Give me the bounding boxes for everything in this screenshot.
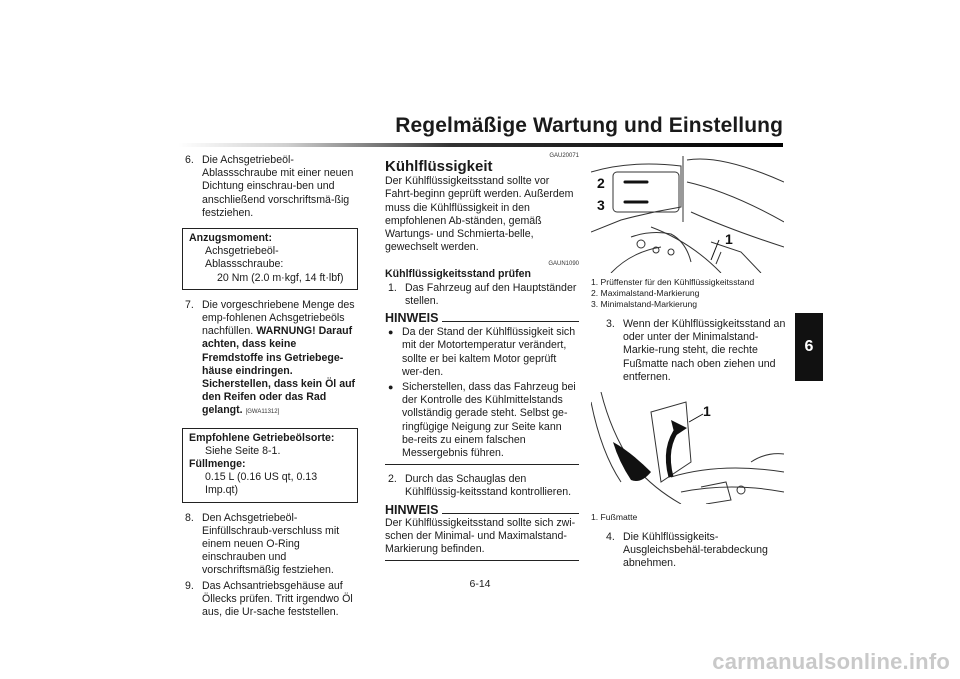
- watermark: carmanualsonline.info: [712, 649, 950, 674]
- section-intro: Der Kühlflüssigkeitsstand sollte vor Fahrt-beginn geprüft werden. Außerdem muss die Kühlflüssigkeit in den empfohlenen Ab-ständen, gemäß Wartungs- und Schmierta-belle, gewechselt werden.: [385, 175, 574, 254]
- hinweis-text: Der Kühlflüssigkeitsstand sollte sich zwi-schen der Minimal- und Maximalstand-Markierung befinden.: [385, 516, 576, 556]
- step-1: [385, 282, 579, 308]
- hinweis-end-rule: [385, 464, 579, 465]
- warning-text: WARNUNG! Darauf achten, dass keine Fremdstoffe ins Getriebege-häuse eindringen. Sicherstellen, dass kein Öl auf den Reifen oder das Rad gelangt.: [202, 325, 356, 417]
- title-rule: [178, 143, 783, 147]
- bullet-icon: ●: [388, 327, 394, 338]
- step-text: Das Fahrzeug auf den Hauptständer stellen.: [405, 281, 577, 307]
- callout-1: 1: [703, 403, 711, 420]
- warning-code: [GWA11312]: [245, 409, 280, 416]
- caption-3: 3. Minimalstand-Markierung: [591, 299, 698, 309]
- hinweis-heading: [385, 312, 579, 325]
- chapter-tab: 6: [795, 313, 823, 381]
- coolant-sight-window-illustration: [591, 152, 784, 273]
- step-number: 9.: [185, 579, 194, 592]
- step-text: Durch das Schauglas den Kühlflüssig-keitsstand kontrollieren.: [405, 473, 572, 499]
- step-text: Wenn der Kühlflüssigkeitsstand an oder unter der Minimalstand-Markie-rung steht, die rechte Fußmatte nach oben ziehen und entfernen.: [623, 318, 786, 383]
- step-number: 2.: [388, 473, 397, 486]
- section-title: Kühlflüssigkeit: [385, 158, 493, 175]
- step-2: [385, 473, 579, 499]
- column-middle: [385, 152, 579, 569]
- column-left: [178, 154, 358, 627]
- floor-mat-illustration: [591, 392, 784, 504]
- hinweis-label: HINWEIS: [385, 311, 439, 326]
- oil-line-1: Siehe Seite 8-1.: [205, 444, 281, 457]
- step-3: [599, 318, 787, 384]
- hinweis-rule: [442, 321, 579, 322]
- step-text: Die Achsgetriebeöl-Ablassschraube mit einer neuen Dichtung einschrau-ben und anschließend vorschriftsmä-ßig festziehen.: [202, 154, 354, 219]
- step-text: Die vorgeschriebene Menge des emp-fohlenen Achsgetriebeöls nachfüllen.: [202, 298, 355, 338]
- figure-1-captions: [591, 277, 787, 310]
- step-text: Die Kühlflüssigkeits-Ausgleichsbehäl-terabdeckung abnehmen.: [623, 531, 768, 570]
- step-number: 3.: [606, 318, 615, 330]
- oil-box: [182, 428, 358, 503]
- step-4: [599, 531, 787, 571]
- callout-2: 2: [597, 175, 605, 191]
- step-text: Den Achsgetriebeöl-Einfüllschraub-verschluss mit einem neuen O-Ring einschrauben und vorschriftsmäßig festziehen.: [202, 511, 340, 577]
- hinweis-end-rule: [385, 560, 579, 561]
- hinweis-rule: [442, 513, 579, 514]
- figure-2-caption: [591, 512, 787, 523]
- coolant-sight-window-drawing: [591, 152, 784, 273]
- step-number: 1.: [388, 281, 397, 294]
- hinweis-label: HINWEIS: [385, 502, 439, 517]
- page-number: 6-14: [469, 578, 491, 590]
- step-7: [178, 299, 358, 420]
- oil-heading-2: Füllmenge:: [189, 458, 246, 471]
- caption-1: 1. Prüffenster für den Kühlflüssigkeitsstand: [591, 277, 755, 287]
- step-8: [178, 512, 358, 578]
- torque-heading: Anzugsmoment:: [189, 232, 272, 245]
- step-6: [178, 154, 358, 220]
- step-number: 8.: [185, 511, 194, 524]
- torque-box: [182, 228, 358, 290]
- hinweis-heading: [385, 504, 579, 517]
- oil-heading-1: Empfohlene Getriebeölsorte:: [189, 431, 335, 444]
- step-text: Das Achsantriebsgehäuse auf Öllecks prüfen. Tritt irgendwo Öl aus, die Ur-sache feststellen.: [202, 579, 353, 619]
- step-number: 6.: [185, 154, 194, 166]
- caption-2: 2. Maximalstand-Markierung: [591, 288, 700, 298]
- callout-1: 1: [725, 231, 733, 247]
- step-number: 7.: [185, 298, 194, 311]
- subsection-title: Kühlflüssigkeitsstand prüfen: [385, 268, 531, 281]
- subsection-code: GAUN1090: [548, 261, 579, 268]
- step-number: 4.: [606, 531, 615, 544]
- bullet-text: Da der Stand der Kühlflüssigkeit sich mit der Motortemperatur verändert, sollte er bei kaltem Motor geprüft wer-den.: [402, 326, 576, 378]
- bullet-item: [385, 381, 579, 460]
- section-code: GAU20071: [549, 153, 579, 159]
- column-right: [591, 152, 787, 579]
- bullet-text: Sicherstellen, dass das Fahrzeug bei der Kontrolle des Kühlmittelstands vollständig gerade steht. Selbst ge-ringfügige Neigung zur Seite kann be-reits zu einem falschen Messergebnis führen.: [402, 381, 576, 460]
- bullet-icon: ●: [388, 382, 394, 393]
- page-title: Regelmäßige Wartung und Einstellung: [395, 114, 783, 137]
- floor-mat-drawing: [591, 392, 784, 504]
- bullet-item: [385, 326, 579, 379]
- caption-1: 1. Fußmatte: [591, 512, 638, 523]
- torque-line-1: Achsgetriebeöl-Ablassschraube:: [205, 245, 284, 271]
- oil-line-2: 0.15 L (0.16 US qt, 0.13 Imp.qt): [205, 471, 318, 497]
- torque-line-2: 20 Nm (2.0 m·kgf, 14 ft·lbf): [217, 271, 344, 284]
- callout-3: 3: [597, 197, 605, 213]
